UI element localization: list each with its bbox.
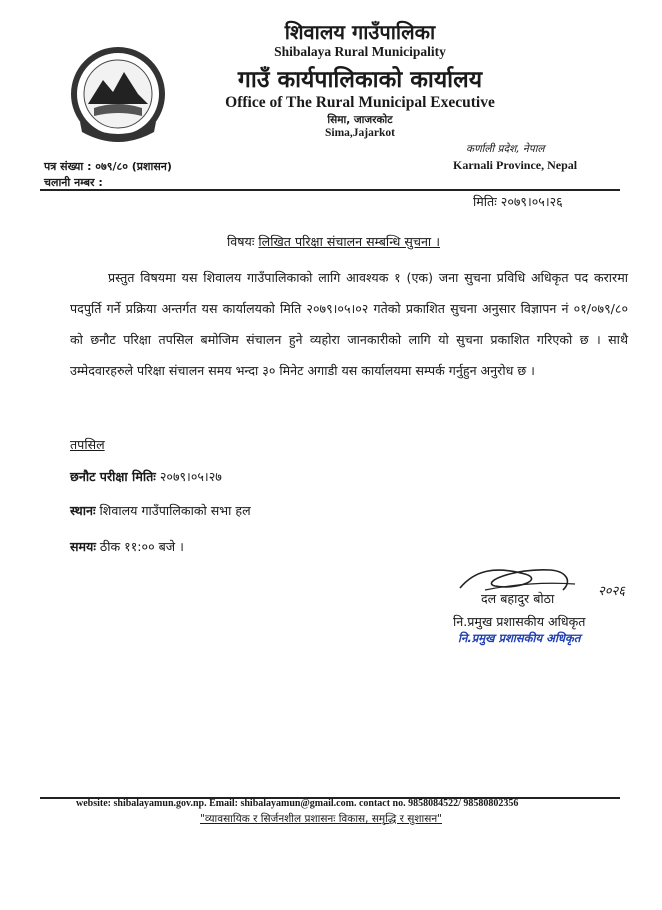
time-row — [70, 538, 184, 555]
letter-date: मितिः २०७९।०५।२६ — [473, 194, 563, 209]
time-value: ठीक ११:०० बजे । — [99, 539, 184, 554]
footer-motto: "व्यावसायिक र सिर्जनशील प्रशासनः विकास, समृद्धि र सुशासन" — [200, 813, 442, 825]
official-stamp: नि.प्रमुख प्रशासकीय अधिकृत — [458, 631, 581, 645]
subject-line — [227, 233, 440, 250]
exam-date-row — [70, 468, 222, 485]
municipality-title-en: Shibalaya Rural Municipality — [274, 44, 446, 59]
subject-text: लिखित परिक्षा संचालन सम्बन्धि सुचना । — [258, 234, 440, 249]
office-title-np: गाउँ कार्यपालिकाको कार्यालय — [237, 67, 483, 93]
dispatch-number: चलानी नम्बर : — [44, 176, 103, 189]
municipality-title-np: शिवालय गाउँपालिका — [284, 20, 436, 44]
notice-body: प्रस्तुत विषयमा यस शिवालय गाउँपालिकाको लागि आवश्यक १ (एक) जना सुचना प्रविधि अधिकृत पद करारमा पदपुर्ति गर्ने प्रक्रिया अन्तर्गत यस कार्यालयको मिति २०७९।०५।०२ गतेको प्रकाशित सुचना अनुसार विज्ञापन नं ०१/०७९/८० को छनौट परिक्षा तपसिल बमोजिम संचालन हुने व्यहोरा जानकारीको लागि यो सुचना प्रकाशित गरिएको छ । साथै उम्मेदवारहरुले परिक्षा संचालन समय भन्दा ३० मिनेट अगाडी यस कार्यालयमा सम्पर्क गर्नुहुन अनुरोध छ । — [70, 270, 628, 378]
footer-contact: website: shibalayamun.gov.np. Email: shibalayamun@gmail.com. contact no. 9858084522/ 98580802356 — [76, 798, 519, 809]
place-np: सिमा, जाजरकोट — [327, 114, 393, 126]
place-en: Sima,Jajarkot — [325, 127, 395, 139]
exam-date-label: छनौट परीक्षा मितिः — [70, 469, 156, 484]
province-np: कर्णाली प्रदेश, नेपाल — [466, 143, 545, 155]
signatory-name: दल बहादुर बोठा — [481, 591, 555, 606]
letter-number: पत्र संख्या : ०७९/८० (प्रशासन) — [44, 160, 172, 173]
signatory-designation: नि.प्रमुख प्रशासकीय अधिकृत — [453, 614, 586, 629]
venue-row — [70, 502, 251, 519]
province-en: Karnali Province, Nepal — [453, 158, 578, 172]
exam-date-value: २०७९।०५।२७ — [159, 469, 222, 484]
details-heading: तपसिल — [70, 437, 105, 452]
venue-label: स्थानः — [70, 503, 96, 518]
time-label: समयः — [70, 539, 96, 554]
venue-value: शिवालय गाउँपालिकाको सभा हल — [99, 503, 251, 518]
header-divider — [40, 189, 620, 191]
office-title-en: Office of The Rural Municipal Executive — [225, 94, 495, 111]
subject-label: विषयः — [227, 234, 255, 249]
handwritten-date: २०२६ — [598, 584, 626, 599]
